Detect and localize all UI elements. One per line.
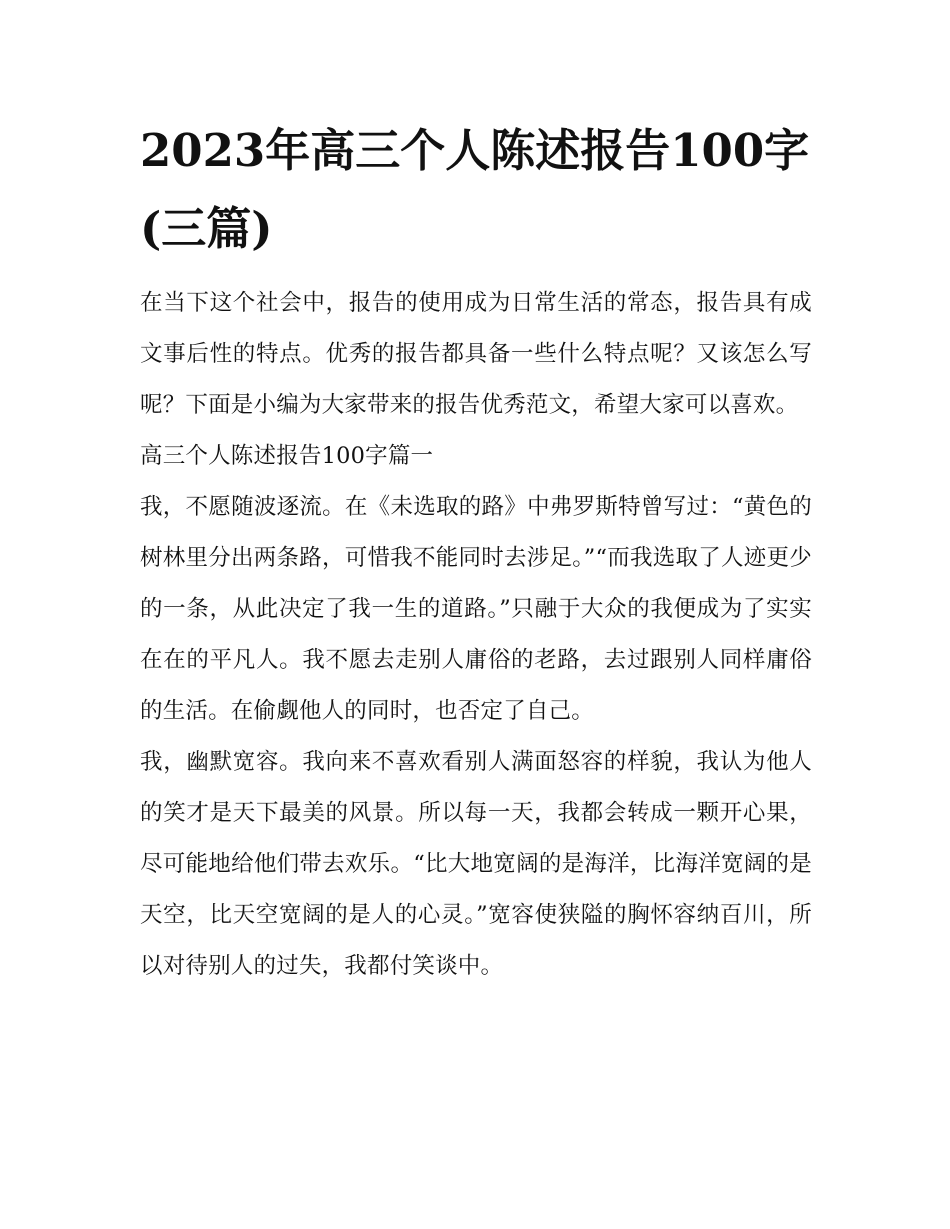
intro-paragraph: 在当下这个社会中，报告的使用成为日常生活的常态，报告具有成文事后性的特点。优秀的报告都具备一些什么特点呢？又该怎么写呢？下面是小编为大家带来的报告优秀范文，希望大家可以喜欢。	[140, 290, 812, 418]
document-body	[140, 112, 812, 992]
section-heading: 高三个人陈述报告100字篇一	[140, 443, 434, 469]
body-paragraph-2: 我，幽默宽容。我向来不喜欢看别人满面怒容的样貌，我认为他人的笑才是天下最美的风景。所以每一天，我都会转成一颗开心果，尽可能地给他们带去欢乐。“比大地宽阔的是海洋，比海洋宽阔的是天空，比天空宽阔的是人的心灵。”宽容使狭隘的胸怀容纳百川，所以对待别人的过失，我都付笑谈中。	[140, 749, 812, 979]
body-paragraph-1: 我，不愿随波逐流。在《未选取的路》中弗罗斯特曾写过：“黄色的树林里分出两条路，可惜我不能同时去涉足。”“而我选取了人迹更少的一条，从此决定了我一生的道路。”只融于大众的我便成为了实实在在的平凡人。我不愿去走别人庸俗的老路，去过跟别人同样庸俗的生活。在偷觑他人的同时，也否定了自己。	[140, 494, 812, 724]
document-title: 2023年高三个人陈述报告100字(三篇)	[140, 124, 810, 255]
